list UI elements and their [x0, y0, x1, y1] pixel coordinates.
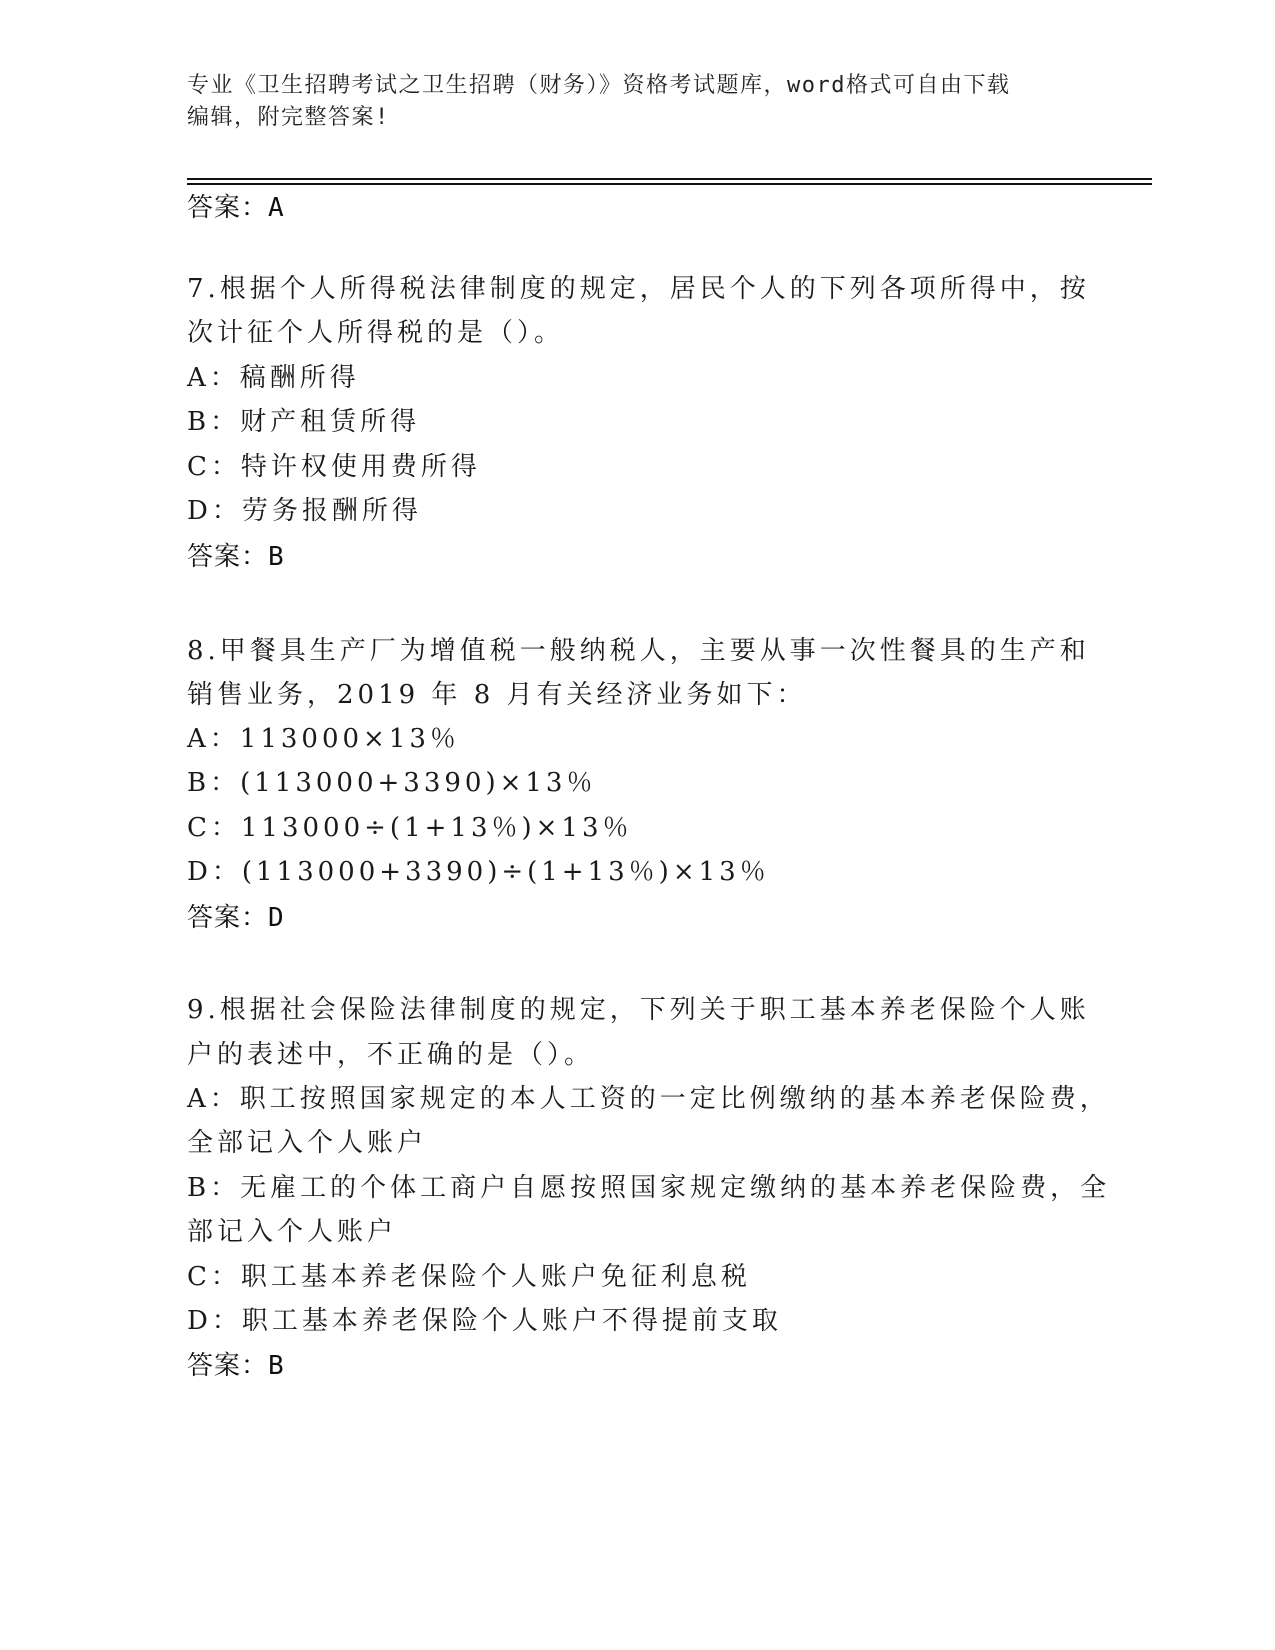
header-rule-bottom — [187, 183, 1152, 185]
q7-stem-line-2: 次计征个人所得税的是（）。 — [187, 318, 565, 348]
q7-answer: 答案：B — [187, 542, 285, 572]
q8-option-d: D：(113000+3390)÷(1+13％)×13％ — [187, 857, 770, 887]
q7-option-c: C：特许权使用费所得 — [187, 452, 481, 482]
q8-answer: 答案：D — [187, 903, 285, 933]
q8-option-b: B：(113000+3390)×13％ — [187, 768, 597, 798]
q9-option-c: C：职工基本养老保险个人账户免征利息税 — [187, 1262, 751, 1292]
q7-option-b: B：财产租赁所得 — [187, 407, 421, 437]
q9-option-b-line-2: 部记入个人账户 — [187, 1217, 398, 1247]
document-header — [187, 70, 1067, 134]
q8-option-a: A：113000×13％ — [187, 724, 460, 754]
header-rule-top — [187, 178, 1152, 180]
q9-answer: 答案：B — [187, 1351, 285, 1381]
previous-answer: 答案：A — [187, 193, 285, 223]
q9-option-a-line-2: 全部记入个人账户 — [187, 1128, 428, 1158]
q9-stem-line-1: 9.根据社会保险法律制度的规定，下列关于职工基本养老保险个人账 — [187, 995, 1090, 1025]
q8-option-c: C：113000÷(1+13％)×13％ — [187, 813, 633, 843]
q7-stem-line-1: 7.根据个人所得税法律制度的规定，居民个人的下列各项所得中，按 — [187, 274, 1090, 304]
q7-option-a: A：稿酬所得 — [187, 363, 360, 393]
header-line-1: 专业《卫生招聘考试之卫生招聘（财务）》资格考试题库，word格式可自由下载 — [187, 73, 1011, 98]
q7-option-d: D：劳务报酬所得 — [187, 496, 422, 526]
q9-option-a-line-1: A：职工按照国家规定的本人工资的一定比例缴纳的基本养老保险费， — [187, 1084, 1110, 1114]
q8-stem-line-2: 销售业务，2019 年 8 月有关经济业务如下： — [187, 680, 807, 710]
q9-option-d: D：职工基本养老保险个人账户不得提前支取 — [187, 1306, 782, 1336]
q9-stem-line-2: 户的表述中，不正确的是（）。 — [187, 1040, 595, 1070]
q8-stem-line-1: 8.甲餐具生产厂为增值税一般纳税人，主要从事一次性餐具的生产和 — [187, 636, 1090, 666]
header-line-2: 编辑，附完整答案! — [187, 105, 390, 130]
q9-option-b-line-1: B：无雇工的个体工商户自愿按照国家规定缴纳的基本养老保险费，全 — [187, 1173, 1111, 1203]
